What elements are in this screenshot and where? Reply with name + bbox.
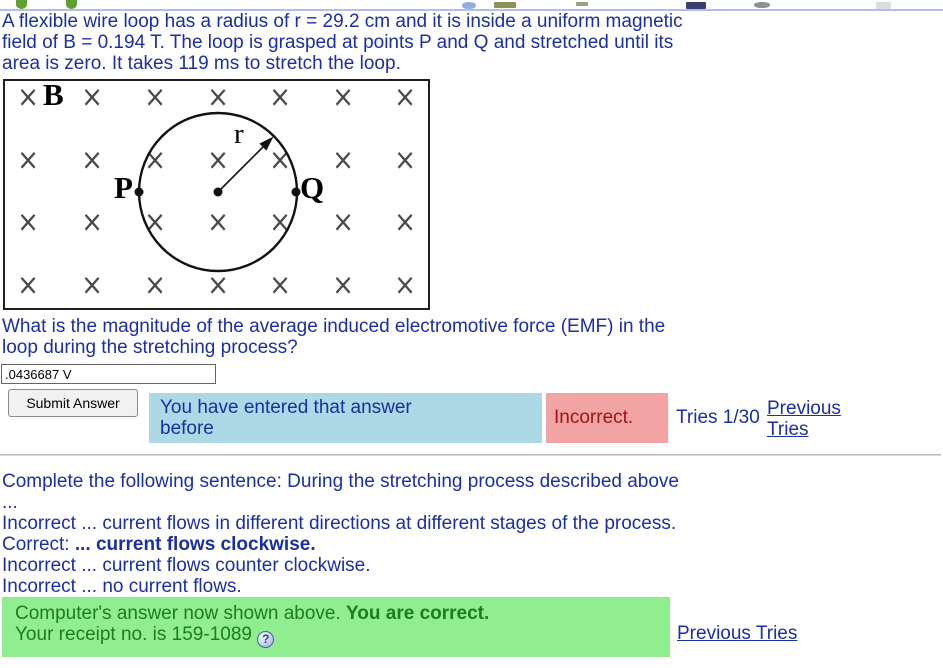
previous-tries-link[interactable]: Previous Tries [767,398,841,440]
choice-verdict: Incorrect [2,513,76,534]
radius-label-r: r [234,118,244,150]
submit-answer-button[interactable]: Submit Answer [8,389,138,417]
field-into-page-icon: × [269,79,291,114]
light-icon [876,2,891,9]
previous-answer-notice [149,393,542,443]
field-into-page-icon: × [207,267,229,302]
answer-input[interactable] [1,364,216,384]
field-into-page-icon: × [81,267,103,302]
choice-text: ... current flows counter clockwise. [81,555,371,576]
field-into-page-icon: × [394,79,416,114]
field-into-page-icon: × [81,204,103,239]
field-into-page-icon: × [207,142,229,177]
choice-text: ... current flows clockwise. [74,534,316,555]
field-into-page-icon: × [81,79,103,114]
section-divider [0,454,941,456]
field-into-page-icon: × [332,142,354,177]
field-into-page-icon: × [394,267,416,302]
magnetic-field-figure [3,79,430,310]
field-into-page-icon: × [332,204,354,239]
blue-icon [462,2,476,9]
question-line: ... [2,492,18,513]
computer-answer-text: Computer's answer now shown above. [15,603,347,624]
field-into-page-icon: × [144,142,166,177]
notice-line: You have entered that answer [160,397,412,418]
notice-line [15,603,670,624]
choice-feedback-list [2,513,676,597]
field-label-B: B [43,77,64,112]
receipt-help-icon[interactable]: ? [257,631,274,648]
green-arrow-icon [66,0,77,9]
question-line: Complete the following sentence: During the stretching process described above [2,471,679,492]
olive-icon [576,2,588,6]
center-dot [214,188,223,197]
question-2-text [2,471,679,513]
choice-row [2,534,676,555]
field-into-page-icon: × [269,204,291,239]
question-line: loop during the stretching process? [2,337,298,358]
green-arrow-icon [16,0,27,9]
field-into-page-icon: × [207,79,229,114]
field-into-page-icon: × [17,204,39,239]
tries-counter: Tries 1/30 [676,407,760,428]
notice-line: before [160,418,214,439]
receipt-line [15,624,670,648]
field-into-page-icon: × [207,204,229,239]
gray-icon [754,2,770,8]
field-into-page-icon: × [17,267,39,302]
field-into-page-icon: × [332,79,354,114]
khaki-icon [494,2,516,8]
statement-line: A flexible wire loop has a radius of r = 29.2 cm and it is inside a uniform magnetic [2,11,683,32]
field-into-page-icon: × [394,142,416,177]
choice-text: ... no current flows. [81,576,242,597]
radius-arrow-line [218,147,263,192]
field-into-page-icon: × [144,267,166,302]
incorrect-status-badge: Incorrect. [546,393,668,443]
field-into-page-icon: × [332,267,354,302]
browser-toolbar-strip [0,0,943,11]
field-into-page-icon: × [144,79,166,114]
choice-text: ... current flows in different directions at different stages of the process. [81,513,677,534]
choice-row [2,513,676,534]
question-1-text [2,316,665,358]
choice-verdict: Incorrect [2,576,76,597]
point-label-P: P [114,170,133,205]
problem-statement [2,11,683,74]
correct-answer-notice [2,597,670,657]
statement-line: field of B = 0.194 T. The loop is grasped at points P and Q and stretched until its [2,32,674,53]
navy-icon [686,2,706,9]
point-label-Q: Q [300,170,325,205]
field-into-page-icon: × [17,79,39,114]
choice-verdict: Incorrect [2,555,76,576]
choice-verdict: Correct: [2,534,70,555]
point-p-dot [135,188,144,197]
field-into-page-icon: × [269,142,291,177]
field-into-page-icon: × [17,142,39,177]
statement-line: area is zero. It takes 119 ms to stretch the loop. [2,53,401,74]
field-into-page-icon: × [269,267,291,302]
choice-row [2,576,676,597]
field-into-page-icon: × [81,142,103,177]
wire-loop-drawing [5,77,428,308]
receipt-text: Your receipt no. is 159-1089 [15,624,252,645]
you-are-correct-text: You are correct. [346,603,490,624]
choice-row [2,555,676,576]
field-into-page-icon: × [144,204,166,239]
field-into-page-icon: × [394,204,416,239]
previous-tries-link-2[interactable]: Previous Tries [677,623,798,644]
question-line: What is the magnitude of the average induced electromotive force (EMF) in the [2,316,666,337]
